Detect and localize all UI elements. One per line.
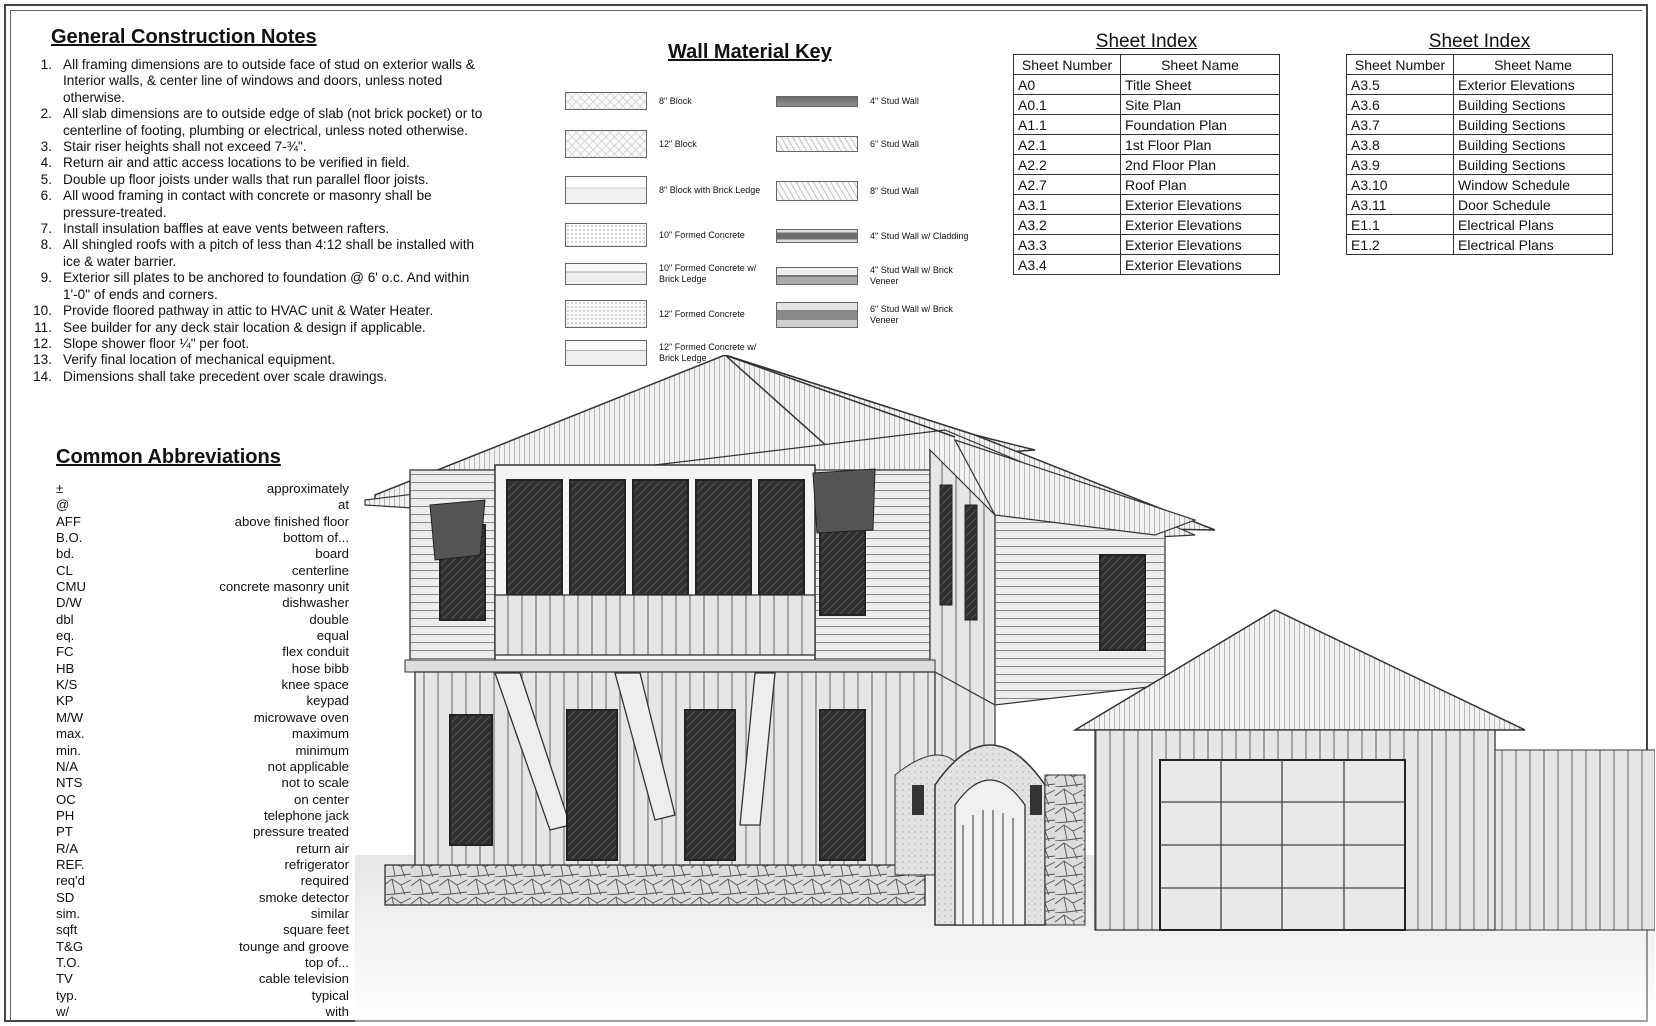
- wall-swatch: [565, 176, 647, 204]
- sheet-number-cell: A3.4: [1014, 255, 1121, 275]
- table-row: [1014, 95, 1280, 115]
- abbreviation-row: [56, 726, 349, 742]
- abbreviation-meaning: concrete masonry unit: [219, 579, 349, 595]
- wall-key-title: Wall Material Key: [668, 41, 832, 63]
- abbreviation-meaning: pressure treated: [252, 824, 349, 840]
- construction-notes-list: [30, 57, 540, 385]
- note-line: Provide floored pathway in attic to HVAC unit & Water Heater.: [63, 303, 434, 319]
- table-row: [1014, 195, 1280, 215]
- sheet-name-cell: Roof Plan: [1121, 175, 1280, 195]
- abbreviation-row: [56, 644, 349, 660]
- sheet-number-cell: A3.3: [1014, 235, 1121, 255]
- abbreviation-row: [56, 1004, 349, 1020]
- note-number: 11.: [34, 319, 52, 335]
- note-number: 1.: [40, 57, 52, 72]
- note-item: [30, 57, 540, 106]
- table-row: [1347, 195, 1613, 215]
- abbreviation-row: [56, 579, 349, 595]
- wall-key-label: 12" Block: [659, 138, 697, 149]
- abbreviation-code: bd.: [56, 546, 75, 562]
- note-number: 10.: [33, 303, 52, 319]
- sheet-number-cell: E1.1: [1347, 215, 1454, 235]
- abbreviation-meaning: similar: [310, 905, 349, 921]
- wall-key-item: [776, 229, 980, 243]
- abbreviation-code: M/W: [56, 709, 84, 725]
- abbreviation-meaning: on center: [294, 791, 349, 807]
- abbreviation-row: [56, 988, 349, 1004]
- abbreviation-row: [56, 481, 349, 497]
- abbreviation-meaning: not to scale: [281, 775, 349, 791]
- sheet-name-cell: Title Sheet: [1121, 75, 1280, 95]
- abbreviation-row: [56, 612, 349, 628]
- wall-key-item: [565, 92, 769, 110]
- note-line: Exterior sill plates to be anchored to foundation @ 6' o.c. And within: [63, 270, 470, 286]
- abbreviation-meaning: smoke detector: [258, 889, 349, 905]
- abbreviation-code: R/A: [56, 840, 78, 856]
- abbreviation-code: CL: [56, 562, 73, 578]
- wall-key-item: [565, 130, 769, 158]
- abbreviation-meaning: tounge and groove: [239, 938, 349, 954]
- sheet-number-cell: A3.1: [1014, 195, 1121, 215]
- wall-key-item: [565, 300, 769, 328]
- note-line: Slope shower floor ¼" per foot.: [63, 335, 250, 351]
- abbreviation-code: dbl: [56, 611, 74, 627]
- wall-key-item: [776, 181, 980, 201]
- sheet-number-cell: A0: [1014, 75, 1121, 95]
- abbreviation-row: [56, 922, 349, 938]
- note-line: All shingled roofs with a pitch of less than 4:12 shall be installed with: [63, 237, 475, 253]
- sheet-number-cell: A3.9: [1347, 155, 1454, 175]
- note-item: [30, 237, 540, 270]
- abbreviation-row: [56, 514, 349, 530]
- wall-key-item: [565, 263, 769, 285]
- sheet-number-cell: E1.2: [1347, 235, 1454, 255]
- sheet-name-cell: Exterior Elevations: [1121, 215, 1280, 235]
- note-line: All slab dimensions are to outside edge of slab (not brick pocket) or to: [63, 106, 483, 122]
- sheet-name-cell: Building Sections: [1454, 95, 1613, 115]
- sheet-index-title: Sheet Index: [1428, 31, 1531, 52]
- table-row: [1014, 175, 1280, 195]
- abbreviation-code: min.: [56, 742, 81, 758]
- abbreviation-meaning: return air: [296, 840, 349, 856]
- abbreviation-code: NTS: [56, 775, 83, 791]
- note-line: Interior walls, & center line of windows and doors, unless noted: [63, 73, 443, 89]
- note-number: 8.: [40, 237, 52, 253]
- wall-swatch: [565, 300, 647, 328]
- abbreviations-list: [56, 481, 349, 1020]
- wall-swatch: [565, 223, 647, 247]
- note-line: Stair riser heights shall not exceed 7-¾".: [63, 139, 307, 155]
- note-item: [30, 188, 540, 221]
- wall-key-label: 8" Block: [659, 95, 692, 106]
- note-line: Dimensions shall take precedent over scale drawings.: [63, 368, 388, 384]
- table-row: [1347, 215, 1613, 235]
- abbreviation-code: D/W: [56, 595, 82, 611]
- wall-key-item: [776, 136, 980, 152]
- sheet-number-cell: A3.5: [1347, 75, 1454, 95]
- sheet-number-cell: A3.8: [1347, 135, 1454, 155]
- note-number: 5.: [40, 171, 52, 187]
- abbreviation-meaning: typical: [311, 987, 349, 1003]
- wall-key-item: [776, 265, 980, 287]
- abbreviation-row: [56, 743, 349, 759]
- note-number: 14.: [33, 368, 52, 384]
- abbreviation-row: [56, 563, 349, 579]
- sheet-name-cell: 2nd Floor Plan: [1121, 155, 1280, 175]
- wall-key-item: [565, 223, 769, 247]
- abbreviation-code: TV: [56, 971, 73, 987]
- note-line: All framing dimensions are to outside face of stud on exterior walls &: [63, 57, 475, 72]
- abbreviation-code: N/A: [56, 758, 78, 774]
- table-row: [1014, 75, 1280, 95]
- wall-swatch: [776, 136, 858, 152]
- wall-swatch: [565, 92, 647, 110]
- abbreviation-code: AFF: [56, 513, 81, 529]
- sheet-name-cell: Window Schedule: [1454, 175, 1613, 195]
- wall-swatch: [776, 181, 858, 201]
- sheet-number-cell: A2.1: [1014, 135, 1121, 155]
- note-item: [30, 303, 540, 319]
- sheet-name-cell: Exterior Elevations: [1121, 235, 1280, 255]
- abbreviation-row: [56, 906, 349, 922]
- sheet-name-cell: Exterior Elevations: [1121, 195, 1280, 215]
- abbreviation-code: req'd: [56, 873, 85, 889]
- wall-swatch: [776, 96, 858, 107]
- abbreviation-meaning: keypad: [306, 693, 349, 709]
- sheet-name-cell: Electrical Plans: [1454, 235, 1613, 255]
- abbreviation-code: SD: [56, 889, 75, 905]
- column-header-sheet-name: Sheet Name: [1454, 55, 1613, 75]
- abbreviation-row: [56, 841, 349, 857]
- abbreviation-meaning: refrigerator: [284, 856, 349, 872]
- abbreviation-meaning: approximately: [266, 481, 349, 496]
- notes-title: General Construction Notes: [51, 26, 317, 48]
- sheet-name-cell: Foundation Plan: [1121, 115, 1280, 135]
- abbreviation-code: w/: [56, 1004, 70, 1019]
- abbreviation-meaning: square feet: [283, 922, 349, 938]
- note-line: See builder for any deck stair location & design if applicable.: [63, 319, 426, 335]
- abbreviation-code: PT: [56, 824, 73, 840]
- abbreviation-code: REF.: [56, 856, 85, 872]
- note-item: [30, 172, 540, 188]
- abbreviation-code: typ.: [56, 987, 78, 1003]
- sheet-number-cell: A3.7: [1347, 115, 1454, 135]
- wall-key-label: 6" Stud Wall: [870, 138, 919, 149]
- abbreviation-meaning: required: [300, 873, 349, 889]
- wall-key-item: [565, 176, 769, 204]
- note-number: 9.: [40, 270, 52, 286]
- sheet-number-cell: A2.7: [1014, 175, 1121, 195]
- table-row: [1347, 175, 1613, 195]
- wall-key-item: [776, 96, 980, 107]
- column-header-sheet-name: Sheet Name: [1121, 55, 1280, 75]
- abbreviation-meaning: above finished floor: [234, 513, 349, 529]
- abbreviation-code: HB: [56, 660, 75, 676]
- wall-swatch: [565, 130, 647, 158]
- note-number: 13.: [33, 352, 52, 368]
- note-line: pressure-treated.: [63, 204, 167, 220]
- abbreviation-meaning: bottom of...: [283, 530, 349, 546]
- note-line: Install insulation baffles at eave vents between rafters.: [63, 221, 390, 237]
- abbreviation-code: OC: [56, 791, 76, 807]
- abbreviation-row: [56, 661, 349, 677]
- abbreviation-meaning: minimum: [295, 742, 349, 758]
- abbreviation-row: [56, 824, 349, 840]
- wall-key-label: 4" Stud Wall: [870, 96, 919, 106]
- abbreviation-row: [56, 677, 349, 693]
- abbreviation-row: [56, 939, 349, 955]
- note-item: [30, 106, 540, 139]
- abbreviation-row: [56, 792, 349, 808]
- abbreviation-meaning: telephone jack: [263, 807, 349, 823]
- abbreviation-row: [56, 955, 349, 971]
- wall-key-label: 10" Formed Concrete: [659, 229, 745, 240]
- table-row: [1014, 135, 1280, 155]
- abbreviation-row: [56, 710, 349, 726]
- table-row: [1347, 155, 1613, 175]
- abbreviation-meaning: knee space: [281, 677, 349, 693]
- abbreviation-meaning: hose bibb: [291, 660, 349, 676]
- wall-key-label: 12" Formed Concrete: [659, 308, 745, 319]
- abbreviation-row: [56, 759, 349, 775]
- abbreviation-meaning: cable television: [258, 971, 349, 987]
- table-row: [1014, 155, 1280, 175]
- abbreviation-code: B.O.: [56, 530, 83, 546]
- abbreviation-code: sim.: [56, 905, 81, 921]
- note-number: 2.: [40, 106, 52, 122]
- table-row: [1347, 235, 1613, 255]
- note-number: 6.: [40, 188, 52, 204]
- note-number: 12.: [33, 335, 52, 351]
- wall-key-label: 6" Stud Wall w/ Brick Veneer: [870, 304, 953, 325]
- table-row: [1014, 215, 1280, 235]
- abbreviation-row: [56, 971, 349, 987]
- abbreviation-meaning: board: [315, 546, 349, 562]
- abbreviation-row: [56, 775, 349, 791]
- abbreviation-row: [56, 497, 349, 513]
- abbreviation-row: [56, 595, 349, 611]
- abbreviation-row: [56, 530, 349, 546]
- sheet-number-cell: A3.10: [1347, 175, 1454, 195]
- sheet-name-cell: Electrical Plans: [1454, 215, 1613, 235]
- abbreviation-meaning: dishwasher: [282, 595, 349, 611]
- sheet-number-cell: A1.1: [1014, 115, 1121, 135]
- abbreviation-row: [56, 890, 349, 906]
- column-header-sheet-number: Sheet Number: [1347, 55, 1454, 75]
- note-line: centerline of footing, plumbing or electrical, unless noted otherwise.: [63, 122, 469, 138]
- sheet-index-table-1: [1013, 30, 1280, 275]
- abbreviation-meaning: flex conduit: [282, 644, 349, 660]
- sheet-name-cell: Site Plan: [1121, 95, 1280, 115]
- table-row: [1347, 115, 1613, 135]
- sheet-index-title: Sheet Index: [1095, 31, 1198, 52]
- abbreviation-meaning: at: [338, 497, 349, 513]
- abbreviation-row: [56, 628, 349, 644]
- wall-key-item: [776, 302, 980, 328]
- note-item: [30, 155, 540, 171]
- house-elevation-drawing: [355, 355, 1655, 1025]
- wall-key-label: 8" Stud Wall: [870, 185, 919, 196]
- note-line: otherwise.: [63, 89, 125, 105]
- sheet-number-cell: A2.2: [1014, 155, 1121, 175]
- wall-key-label: 8" Block with Brick Ledge: [659, 184, 761, 195]
- table-row: [1014, 255, 1280, 275]
- abbreviation-code: max.: [56, 726, 85, 742]
- sheet-name-cell: Door Schedule: [1454, 195, 1613, 215]
- table-row: [1347, 75, 1613, 95]
- abbreviation-row: [56, 808, 349, 824]
- table-row: [1014, 115, 1280, 135]
- sheet-number-cell: A0.1: [1014, 95, 1121, 115]
- note-line: Return air and attic access locations to be verified in field.: [63, 155, 410, 171]
- abbreviation-code: sqft: [56, 922, 78, 938]
- abbreviation-meaning: maximum: [291, 726, 349, 742]
- abbreviation-meaning: equal: [316, 628, 349, 644]
- abbreviation-row: [56, 693, 349, 709]
- wall-swatch: [776, 302, 858, 328]
- note-item: [30, 139, 540, 155]
- abbreviation-row: [56, 857, 349, 873]
- wall-key-label: 10" Formed Concrete w/ Brick Ledge: [659, 263, 757, 284]
- sheet-number-cell: A3.6: [1347, 95, 1454, 115]
- sheet-name-cell: Exterior Elevations: [1121, 255, 1280, 275]
- note-item: [30, 221, 540, 237]
- sheet-name-cell: Building Sections: [1454, 115, 1613, 135]
- wall-swatch: [776, 229, 858, 243]
- wall-key-label: 4" Stud Wall w/ Cladding: [870, 230, 969, 241]
- abbreviation-code: ±: [56, 481, 64, 496]
- sheet-number-cell: A3.11: [1347, 195, 1454, 215]
- abbreviation-code: CMU: [56, 579, 87, 595]
- abbreviation-meaning: microwave oven: [253, 709, 349, 725]
- abbreviation-meaning: not applicable: [267, 758, 349, 774]
- abbreviation-code: KP: [56, 693, 74, 709]
- abbreviation-code: eq.: [56, 628, 75, 644]
- wall-swatch: [776, 267, 858, 285]
- wall-swatch: [565, 263, 647, 285]
- abbreviation-code: FC: [56, 644, 74, 660]
- abbreviations-title: Common Abbreviations: [56, 446, 281, 468]
- note-line: All wood framing in contact with concrete or masonry shall be: [63, 188, 432, 204]
- note-item: [30, 270, 540, 303]
- wall-key-label: 12" Formed Concrete w/ Brick Ledge: [659, 342, 757, 363]
- note-number: 7.: [40, 221, 52, 237]
- sheet-name-cell: Exterior Elevations: [1454, 75, 1613, 95]
- sheet-name-cell: Building Sections: [1454, 135, 1613, 155]
- abbreviation-meaning: double: [309, 611, 349, 627]
- abbreviation-meaning: centerline: [291, 562, 349, 578]
- column-header-sheet-number: Sheet Number: [1014, 55, 1121, 75]
- note-line: 1'-0" of ends and corners.: [63, 286, 218, 302]
- abbreviation-code: K/S: [56, 677, 78, 693]
- table-row: [1014, 235, 1280, 255]
- note-item: [30, 320, 540, 336]
- abbreviation-code: T&G: [56, 938, 84, 954]
- abbreviation-code: T.O.: [56, 954, 81, 970]
- note-line: Double up floor joists under walls that run parallel floor joists.: [63, 171, 429, 187]
- note-item: [30, 336, 540, 352]
- abbreviation-meaning: with: [325, 1004, 349, 1019]
- abbreviation-row: [56, 873, 349, 889]
- sheet-name-cell: 1st Floor Plan: [1121, 135, 1280, 155]
- sheet-name-cell: Building Sections: [1454, 155, 1613, 175]
- abbreviation-meaning: top of...: [305, 954, 349, 970]
- table-row: [1347, 135, 1613, 155]
- sheet-index-table-2: [1346, 30, 1613, 255]
- table-row: [1347, 95, 1613, 115]
- note-number: 3.: [40, 139, 52, 155]
- sheet-number-cell: A3.2: [1014, 215, 1121, 235]
- note-number: 4.: [40, 155, 52, 171]
- note-line: ice & water barrier.: [63, 253, 177, 269]
- note-line: Verify final location of mechanical equipment.: [63, 352, 336, 368]
- abbreviation-code: PH: [56, 807, 75, 823]
- abbreviation-code: @: [56, 497, 70, 513]
- wall-key-label: 4" Stud Wall w/ Brick Veneer: [870, 265, 953, 286]
- abbreviation-row: [56, 546, 349, 562]
